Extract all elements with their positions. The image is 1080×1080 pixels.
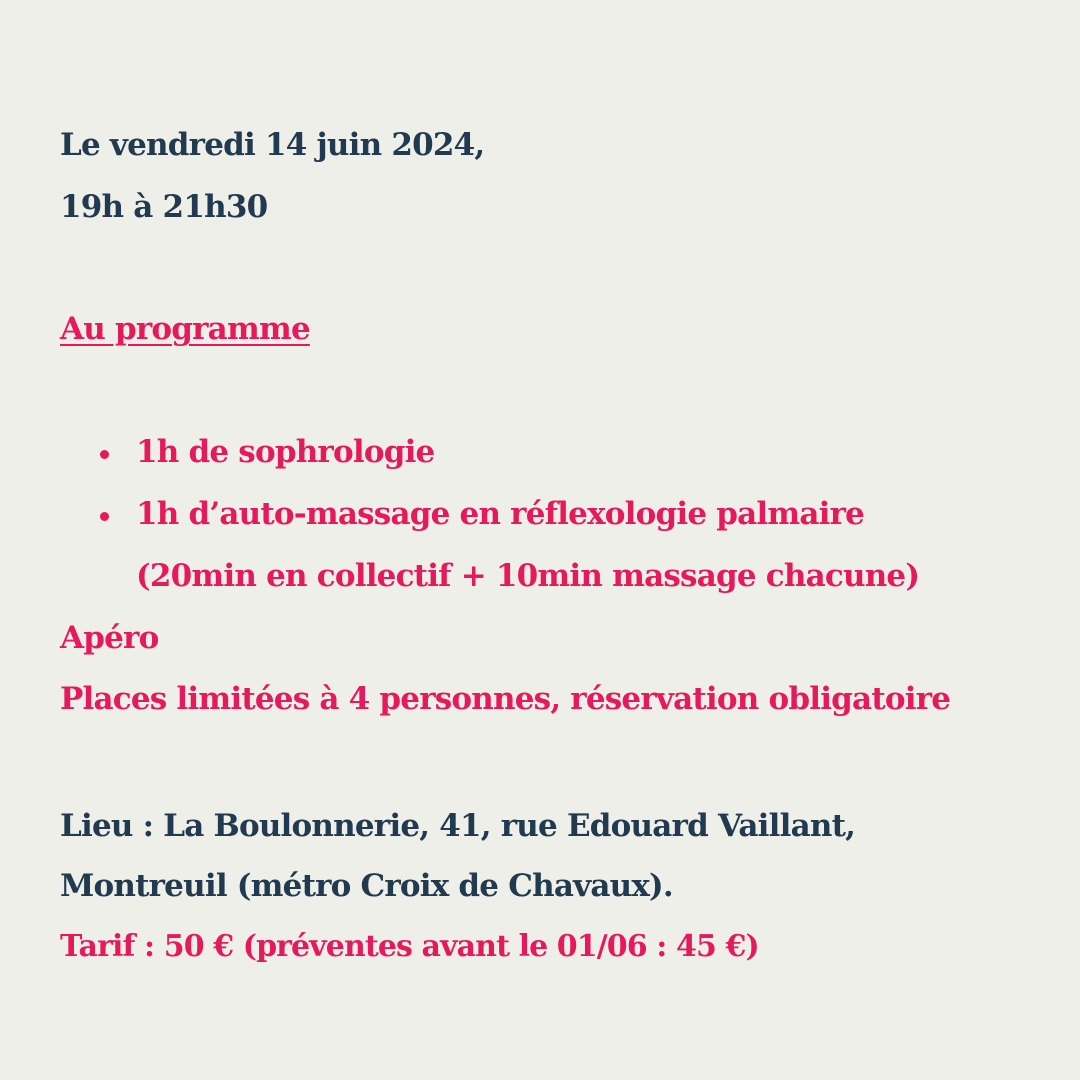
program-item-sophrology: 1h de sophrologie (136, 434, 435, 470)
places-text: Places limitées à 4 personnes, réservation obligatoire (60, 681, 951, 717)
bullet-icon (100, 450, 109, 459)
event-date: Le vendredi 14 juin 2024, (60, 127, 485, 163)
bullet-icon (100, 512, 109, 521)
program-item-automassage: 1h d’auto-massage en réflexologie palmaire (136, 496, 865, 532)
location-line-1: Lieu : La Boulonnerie, 41, rue Edouard Vaillant, (60, 808, 856, 844)
event-poster (60, 0, 1060, 1080)
program-item-automassage-detail: (20min en collectif + 10min massage chacune) (136, 558, 920, 594)
price-text: Tarif : 50 € (préventes avant le 01/06 : 45 €) (60, 929, 759, 964)
apero-text: Apéro (60, 620, 159, 656)
location-line-2: Montreuil (métro Croix de Chavaux). (60, 868, 673, 904)
event-time: 19h à 21h30 (60, 189, 268, 225)
program-heading: Au programme (60, 311, 310, 347)
